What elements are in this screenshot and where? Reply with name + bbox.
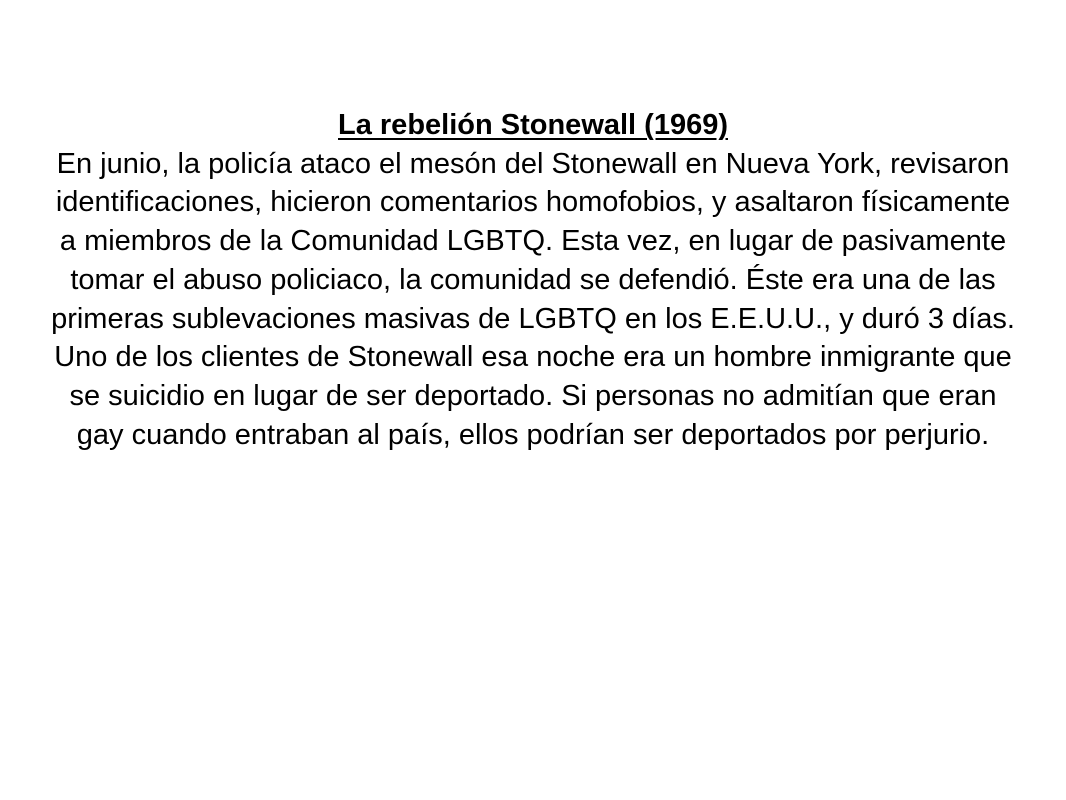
paragraph-immigrant: Uno de los clientes de Stonewall esa noche era un hombre inmigrante que se suicidio en lugar de ser deportado. Si personas no admitían que eran gay cuando entraban al país, ellos podrían ser deportados por perjurio. <box>54 341 1012 451</box>
slide-title: La rebelión Stonewall (1969) <box>338 109 728 141</box>
slide-text-block <box>44 106 1022 454</box>
paragraph-raid: En junio, la policía ataco el mesón del Stonewall en Nueva York, revisaron identificaciones, hicieron comentarios homofobios, y asaltaron físicamente a miembros de la Comunidad LGBTQ. Esta vez, en lugar de pasivamente tomar el abuso policiaco, la comunidad se defendió. Éste era una de las primeras sublevaciones masivas de LGBTQ en los E.E.U.U., y duró 3 días. <box>51 147 1015 335</box>
